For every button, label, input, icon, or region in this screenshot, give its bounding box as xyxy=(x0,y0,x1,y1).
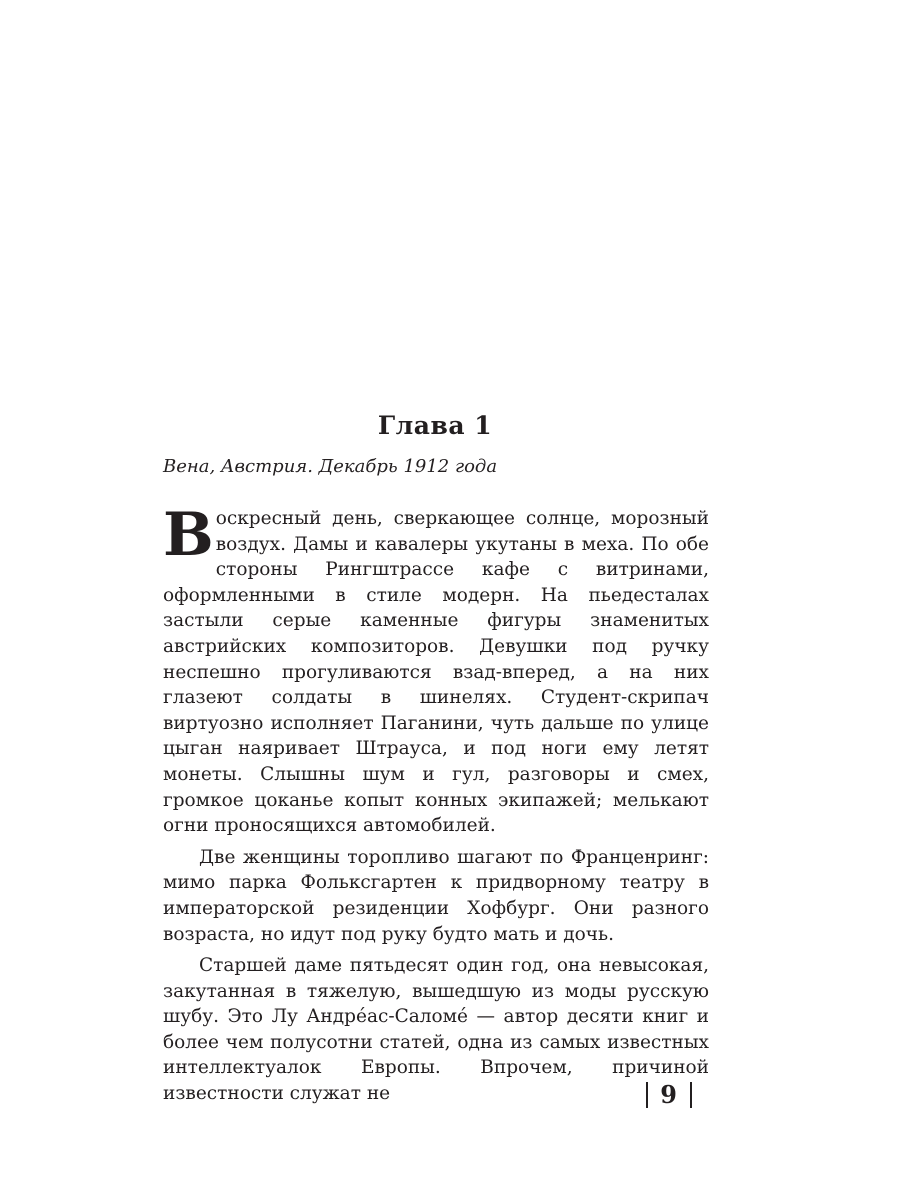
chapter-location: Вена, Австрия. Декабрь 1912 года xyxy=(163,456,498,477)
paragraph-3: Старшей даме пятьдесят один год, она невысокая, закутанная в тяжелую, вышедшую из моды русскую шубу. Это Лу Андре́ас-Саломе́ — автор десяти книг и более чем полусотни статей, одна из самых известных интеллектуалок Европы. Впрочем, причиной известности служат не xyxy=(163,955,709,1105)
body-text xyxy=(163,500,709,1107)
chapter-title: Глава 1 xyxy=(377,410,493,440)
paragraph-1-text: оскресный день, сверкающее солнце, морозный воздух. Дамы и кавалеры укутаны в меха. По обе стороны Рингштрассе кафе с витринами, оформленными в стиле модерн. На пьедесталах застыли серые каменные фигуры знаменитых австрийских композиторов. Девушки под ручку неспешно прогуливаются взад-вперед, а на них глазеют солдаты в шинелях. Студент-скрипач виртуозно исполняет Паганини, чуть дальше по улице цыган наяривает Штрауса, и под ноги ему летят монеты. Слышны шум и гул, разговоры и смех, громкое цоканье копыт конных экипажей; мелькают огни проносящихся автомобилей. xyxy=(163,508,709,837)
page-number xyxy=(634,1080,704,1109)
paragraph-2: Две женщины торопливо шагают по Франценринг: мимо парка Фольксгартен к придворному театру в императорской резиденции Хофбург. Они разного возраста, но идут под руку будто мать и дочь. xyxy=(163,846,709,945)
paragraph-1 xyxy=(163,500,709,839)
page-number-bar-right xyxy=(690,1082,692,1108)
page-number-bar-left xyxy=(646,1082,648,1108)
page-number-value: 9 xyxy=(660,1080,678,1109)
drop-cap: В xyxy=(163,500,214,570)
